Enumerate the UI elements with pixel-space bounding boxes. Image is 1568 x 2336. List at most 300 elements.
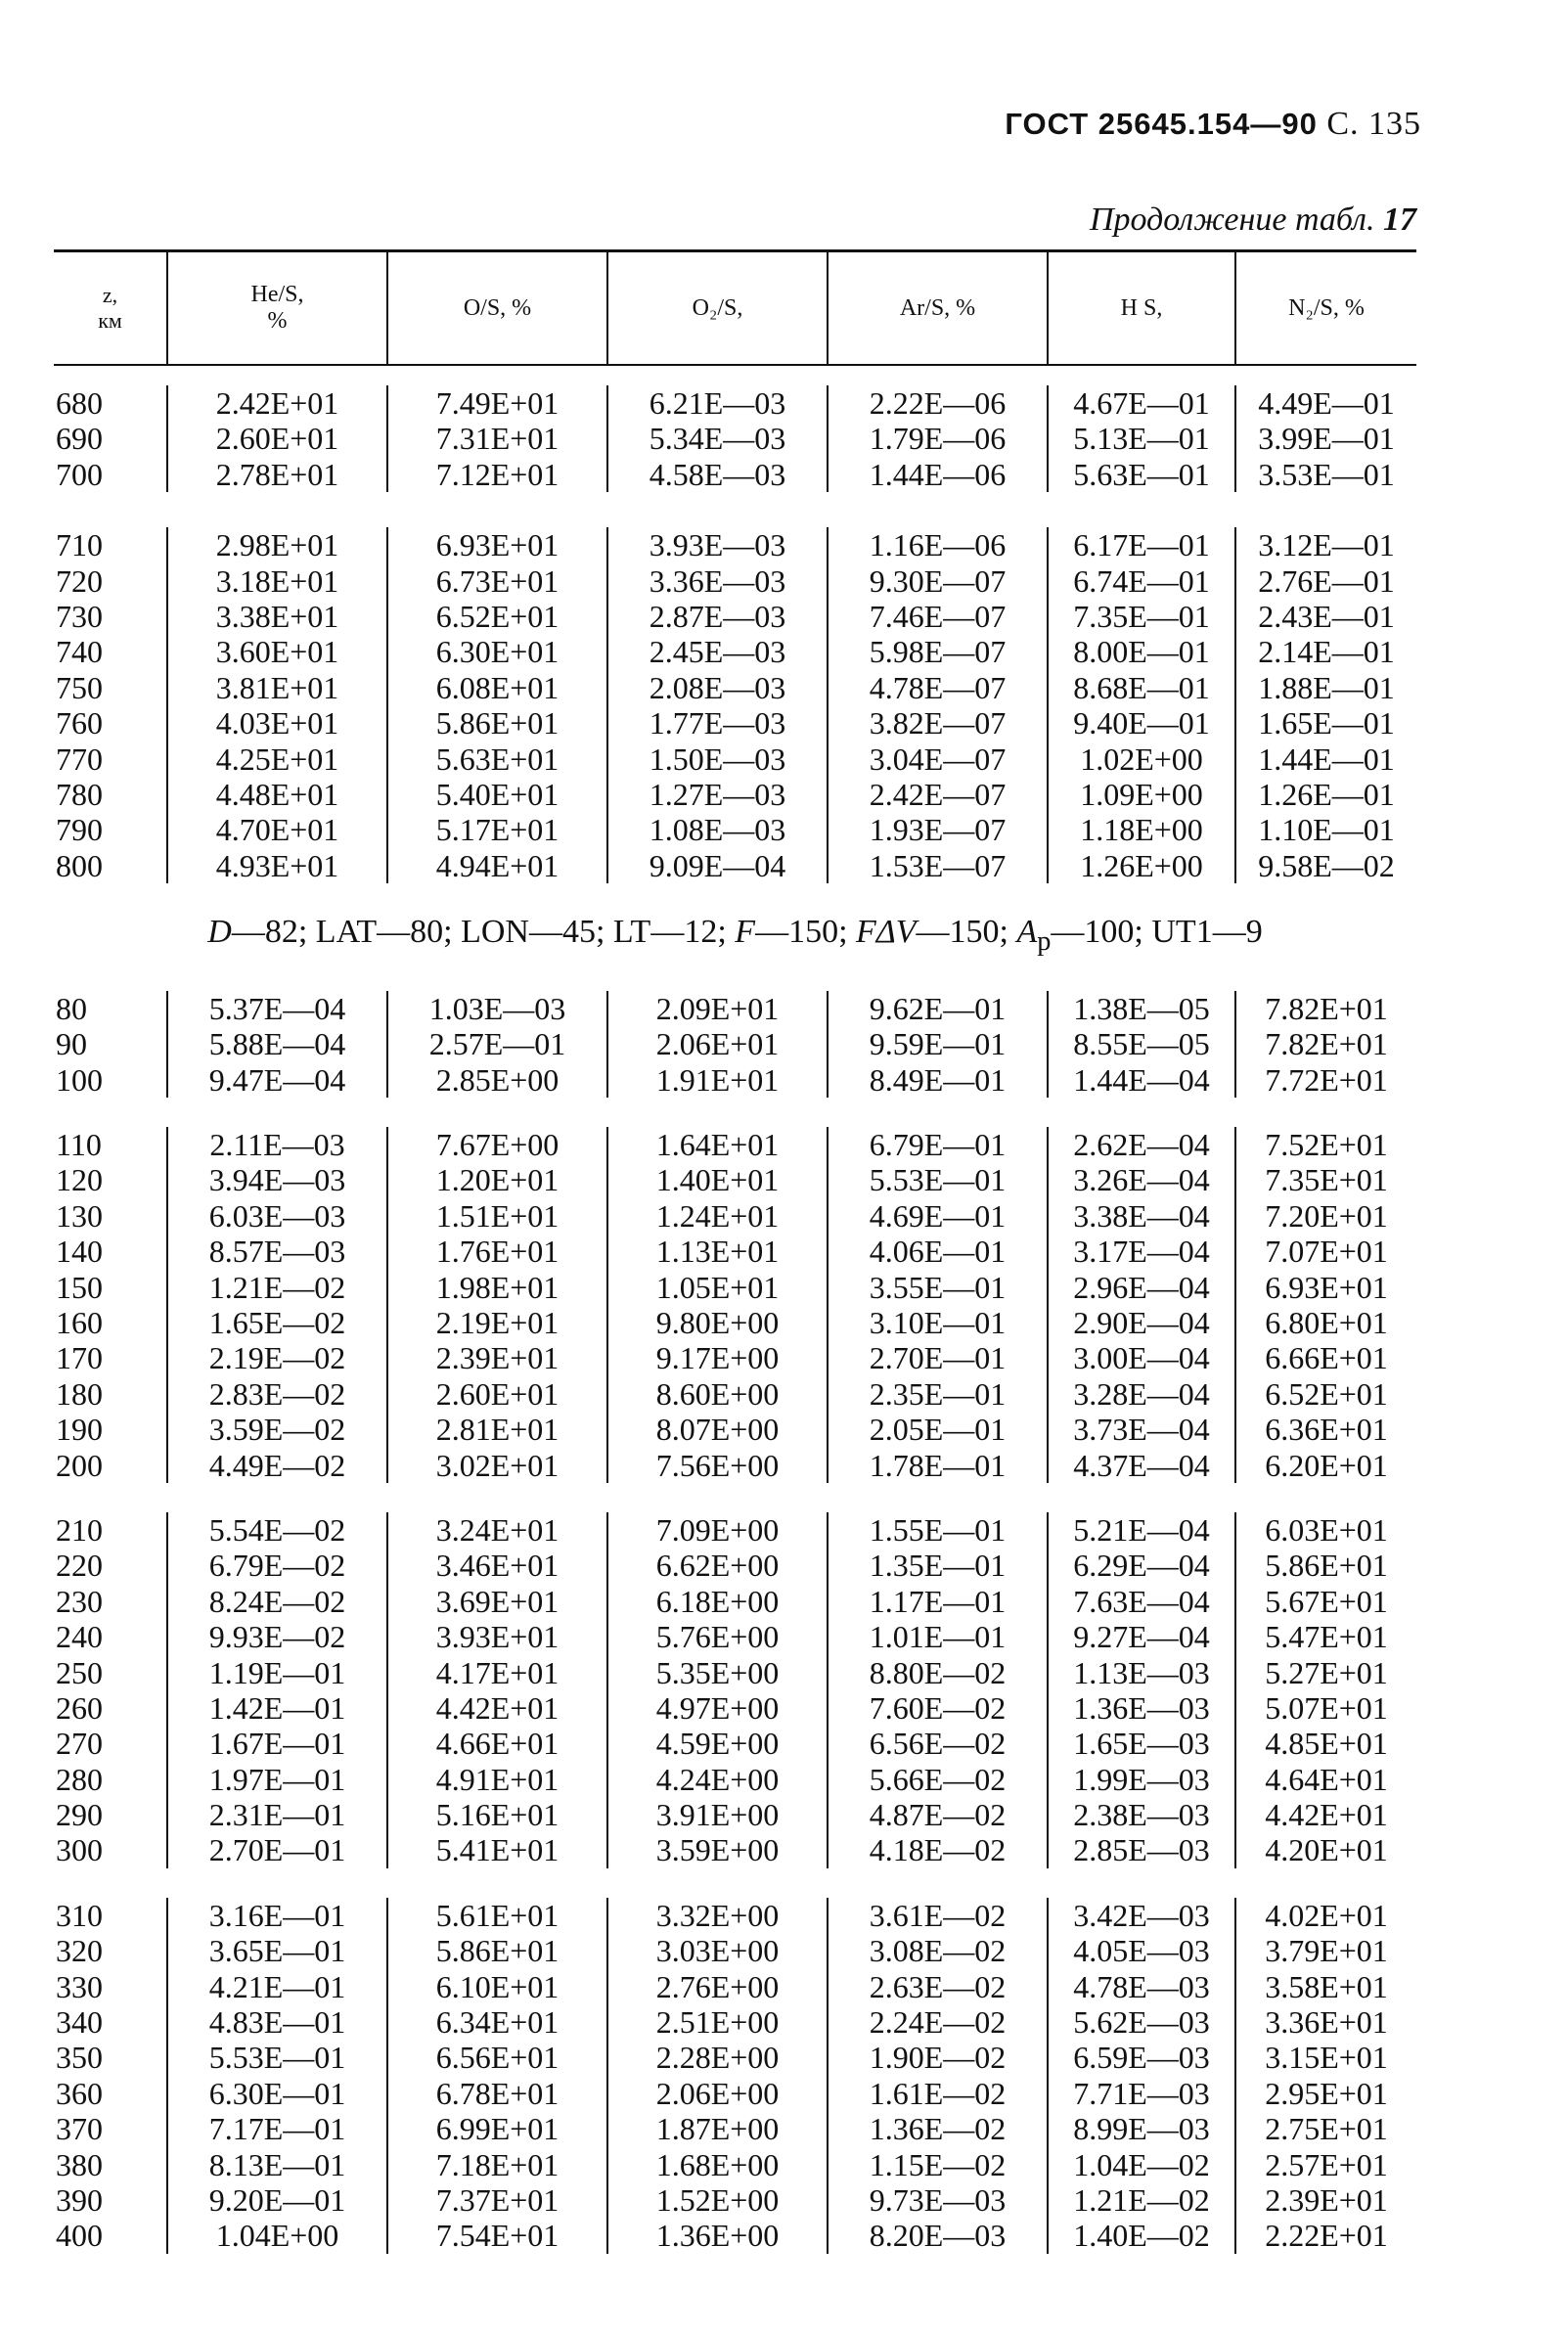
table-cell: 5.98E—07 <box>869 634 1007 670</box>
table-cell: 6.20E+01 <box>1265 1447 1388 1483</box>
column-ar-ratio <box>828 991 1048 1098</box>
table-cell: 2.24E—02 <box>869 2004 1007 2041</box>
column-n2-ratio <box>1235 385 1416 492</box>
table-cell: 3.60E+01 <box>215 634 339 670</box>
column-he-ratio <box>167 1127 387 1483</box>
table-cell: 6.52E+01 <box>435 598 560 634</box>
table-cell: 700 <box>56 456 103 492</box>
table-cell: 1.40E+01 <box>655 1162 780 1198</box>
table-cell: 5.07E+01 <box>1265 1689 1388 1726</box>
table-cell: 1.40E—02 <box>1073 2218 1210 2254</box>
column-o-ratio <box>387 1127 607 1483</box>
column-header-o: O/S, % <box>387 252 607 365</box>
column-n2-ratio <box>1235 991 1416 1098</box>
table-cell: 3.38E+01 <box>215 598 339 634</box>
column-o-ratio <box>387 1512 607 1868</box>
table-cell: 240 <box>56 1619 103 1655</box>
table-cell: 1.55E—01 <box>869 1511 1007 1548</box>
table-cell: 9.30E—07 <box>869 562 1007 599</box>
table-cell: 9.40E—01 <box>1073 705 1210 741</box>
table-cell: 3.02E+01 <box>435 1447 560 1483</box>
page-number: С. 135 <box>1326 106 1421 142</box>
table-cell: 2.19E—02 <box>208 1340 346 1376</box>
table-cell: 8.60E+00 <box>655 1375 780 1412</box>
column-h-ratio <box>1048 1127 1235 1483</box>
column-header-he: He/S, % <box>167 252 387 365</box>
table-cell: 400 <box>56 2218 103 2254</box>
table-cell: 1.13E+01 <box>655 1234 780 1270</box>
table-cell: 4.97E+00 <box>655 1689 780 1726</box>
table-cell: 3.10E—01 <box>869 1305 1007 1340</box>
table-cell: 1.98E+01 <box>435 1269 560 1305</box>
table-cell: 220 <box>56 1548 103 1584</box>
table-cell: 5.86E+01 <box>435 705 560 741</box>
table-cell: 3.16E—01 <box>208 1897 346 1933</box>
table-cell: 5.63E—01 <box>1073 456 1210 492</box>
column-h-ratio <box>1048 1512 1235 1868</box>
table-cell: 2.39E+01 <box>1265 2181 1388 2218</box>
table-cell: 2.19E+01 <box>435 1305 560 1340</box>
table-cell: 2.81E+01 <box>435 1412 560 1448</box>
table-cell: 6.29E—04 <box>1073 1548 1210 1584</box>
table-cell: 1.64E+01 <box>655 1127 780 1163</box>
table-cell: 5.41E+01 <box>435 1832 560 1868</box>
table-cell: 9.27E—04 <box>1073 1619 1210 1655</box>
table-cell: 1.90E—02 <box>869 2040 1007 2076</box>
table-cell: 1.77E—03 <box>649 705 786 741</box>
table-cell: 5.67E+01 <box>1265 1583 1388 1619</box>
table-cell: 9.47E—04 <box>208 1061 346 1098</box>
header-row <box>54 252 1416 365</box>
table-cell: 4.25E+01 <box>215 741 339 777</box>
table-cell: 1.79E—06 <box>869 421 1007 457</box>
table-cell: 6.79E—02 <box>208 1548 346 1584</box>
table-cell: 270 <box>56 1726 103 1762</box>
table-cell: 5.86E+01 <box>435 1933 560 1969</box>
table-cell: 120 <box>56 1162 103 1198</box>
table-cell: 7.63E—04 <box>1073 1583 1210 1619</box>
table-continuation-caption <box>1090 202 1416 239</box>
table-cell: 4.78E—03 <box>1073 1968 1210 2004</box>
table-cell: 7.54E+01 <box>435 2218 560 2254</box>
standard-number: ГОСТ 25645.154—90 <box>1005 107 1318 141</box>
table-cell: 2.06E+01 <box>655 1026 780 1062</box>
table-cell: 320 <box>56 1933 103 1969</box>
table-cell: 680 <box>56 385 103 421</box>
table-cell: 230 <box>56 1583 103 1619</box>
table-cell: 2.70E—01 <box>208 1832 346 1868</box>
column-n2-ratio <box>1235 1512 1416 1868</box>
table-cell: 3.03E+00 <box>655 1933 780 1969</box>
column-o2-ratio <box>607 991 828 1098</box>
table-cell: 6.18E+00 <box>655 1583 780 1619</box>
table-section-2 <box>54 991 1416 2254</box>
column-altitude <box>54 385 167 492</box>
table-cell: 150 <box>56 1269 103 1305</box>
table-cell: 6.80E+01 <box>1265 1305 1388 1340</box>
table-cell: 710 <box>56 527 103 563</box>
table-cell: 6.03E—03 <box>208 1197 346 1234</box>
table-cell: 2.14E—01 <box>1258 634 1395 670</box>
table-cell: 9.80E+00 <box>655 1305 780 1340</box>
table-cell: 1.26E—01 <box>1258 776 1395 812</box>
table-cell: 2.76E+00 <box>655 1968 780 2004</box>
table-cell: 3.42E—03 <box>1073 1897 1210 1933</box>
table-cell: 390 <box>56 2181 103 2218</box>
table-cell: 5.37E—04 <box>208 990 346 1026</box>
table-cell: 6.78E+01 <box>435 2075 560 2111</box>
continuation-prefix: Продолжение табл. <box>1089 202 1375 238</box>
table-cell: 5.66E—02 <box>869 1761 1007 1797</box>
table-cell: 8.55E—05 <box>1073 1026 1210 1062</box>
table-cell: 5.16E+01 <box>435 1797 560 1833</box>
column-header-h: H S, <box>1048 252 1235 365</box>
table-cell: 5.47E+01 <box>1265 1619 1388 1655</box>
table-cell: 4.37E—04 <box>1073 1447 1210 1483</box>
table-cell: 8.68E—01 <box>1073 669 1210 705</box>
table-cell: 2.78E+01 <box>215 456 339 492</box>
table-cell: 3.59E—02 <box>208 1412 346 1448</box>
column-he-ratio <box>167 385 387 492</box>
column-o-ratio <box>387 991 607 1098</box>
column-he-ratio <box>167 1512 387 1868</box>
table-cell: 3.58E+01 <box>1265 1968 1388 2004</box>
table-cell: 1.93E—07 <box>869 812 1007 848</box>
table-cell: 6.08E+01 <box>435 669 560 705</box>
table-cell: 8.57E—03 <box>208 1234 346 1270</box>
table-cell: 2.60E+01 <box>215 421 339 457</box>
table-cell: 1.09E+00 <box>1080 776 1203 812</box>
table-cell: 6.74E—01 <box>1073 562 1210 599</box>
table-cell: 80 <box>56 990 87 1026</box>
table-cell: 4.06E—01 <box>869 1234 1007 1270</box>
table-cell: 2.31E—01 <box>208 1797 346 1833</box>
table-cell: 3.94E—03 <box>208 1162 346 1198</box>
table-section-1 <box>54 365 1416 883</box>
table-cell: 5.76E+00 <box>655 1619 780 1655</box>
table-cell: 2.28E+00 <box>655 2040 780 2076</box>
table-cell: 7.52E+01 <box>1265 1127 1388 1163</box>
conditions-section <box>54 883 1416 991</box>
table-cell: 3.00E—04 <box>1073 1340 1210 1376</box>
table-cell: 310 <box>56 1897 103 1933</box>
table-cell: 140 <box>56 1234 103 1270</box>
table-cell: 6.21E—03 <box>649 385 786 421</box>
table-cell: 1.68E+00 <box>655 2146 780 2182</box>
data-table-container <box>54 249 1416 2254</box>
table-cell: 4.87E—02 <box>869 1797 1007 1833</box>
table-cell: 1.36E—02 <box>869 2111 1007 2147</box>
table-cell: 6.56E—02 <box>869 1726 1007 1762</box>
column-he-ratio <box>167 527 387 883</box>
table-cell: 1.97E—01 <box>208 1761 346 1797</box>
table-cell: 4.48E+01 <box>215 776 339 812</box>
table-cell: 2.06E+00 <box>655 2075 780 2111</box>
table-cell: 760 <box>56 705 103 741</box>
column-h-ratio <box>1048 527 1235 883</box>
table-cell: 3.69E+01 <box>435 1583 560 1619</box>
table-cell: 1.13E—03 <box>1073 1654 1210 1690</box>
table-cell: 8.13E—01 <box>208 2146 346 2182</box>
table-cell: 6.93E+01 <box>1265 1269 1388 1305</box>
table-cell: 4.49E—02 <box>208 1447 346 1483</box>
column-n2-ratio <box>1235 1898 1416 2254</box>
table-cell: 4.66E+01 <box>435 1726 560 1762</box>
table-cell: 6.62E+00 <box>655 1548 780 1584</box>
table-cell: 6.30E—01 <box>208 2075 346 2111</box>
table-cell: 1.05E+01 <box>655 1269 780 1305</box>
column-altitude <box>54 991 167 1098</box>
column-ar-ratio <box>828 385 1048 492</box>
table-cell: 8.00E—01 <box>1073 634 1210 670</box>
table-cell: 3.36E—03 <box>649 562 786 599</box>
table-cell: 3.73E—04 <box>1073 1412 1210 1448</box>
table-cell: 1.44E—06 <box>869 456 1007 492</box>
table-cell: 360 <box>56 2075 103 2111</box>
table-cell: 8.20E—03 <box>869 2218 1007 2254</box>
table-cell: 250 <box>56 1654 103 1690</box>
table-cell: 1.87E+00 <box>655 2111 780 2147</box>
table-cell: 4.42E+01 <box>1265 1797 1388 1833</box>
table-cell: 2.42E—07 <box>869 776 1007 812</box>
table-cell: 3.38E—04 <box>1073 1197 1210 1234</box>
table-cell: 2.57E—01 <box>428 1026 566 1062</box>
table-cell: 3.79E+01 <box>1265 1933 1388 1969</box>
table-cell: 9.93E—02 <box>208 1619 346 1655</box>
table-cell: 4.17E+01 <box>435 1654 560 1690</box>
column-o2-ratio <box>607 1127 828 1483</box>
table-cell: 7.56E+00 <box>655 1447 780 1483</box>
table-cell: 6.03E+01 <box>1265 1511 1388 1548</box>
table-cell: 300 <box>56 1832 103 1868</box>
table-cell: 380 <box>56 2146 103 2182</box>
table-cell: 5.53E—01 <box>208 2040 346 2076</box>
table-cell: 190 <box>56 1412 103 1448</box>
table-cell: 3.55E—01 <box>869 1269 1007 1305</box>
table-cell: 1.36E—03 <box>1073 1689 1210 1726</box>
table-cell: 1.19E—01 <box>208 1654 346 1690</box>
table-cell: 2.51E+00 <box>655 2004 780 2041</box>
column-h-ratio <box>1048 991 1235 1098</box>
table-cell: 790 <box>56 812 103 848</box>
table-cell: 1.01E—01 <box>869 1619 1007 1655</box>
column-o2-ratio <box>607 1898 828 2254</box>
table-cell: 7.67E+00 <box>435 1127 560 1163</box>
table-cell: 9.73E—03 <box>869 2181 1007 2218</box>
table-cell: 1.21E—02 <box>208 1269 346 1305</box>
data-block <box>54 991 1416 1098</box>
table-cell: 2.45E—03 <box>649 634 786 670</box>
table-cell: 2.39E+01 <box>435 1340 560 1376</box>
table-cell: 1.53E—07 <box>869 847 1007 883</box>
table-cell: 7.82E+01 <box>1265 990 1388 1026</box>
table-cell: 2.05E—01 <box>869 1412 1007 1448</box>
table-cell: 90 <box>56 1026 87 1062</box>
table-cell: 3.61E—02 <box>869 1897 1007 1933</box>
table-cell: 280 <box>56 1761 103 1797</box>
data-block <box>54 385 1416 492</box>
table-cell: 6.36E+01 <box>1265 1412 1388 1448</box>
table-cell: 2.09E+01 <box>655 990 780 1026</box>
table-cell: 3.53E—01 <box>1258 456 1395 492</box>
table-cell: 130 <box>56 1197 103 1234</box>
table-cell: 3.12E—01 <box>1258 527 1395 563</box>
table-cell: 7.09E+00 <box>655 1511 780 1548</box>
table-cell: 4.02E+01 <box>1265 1897 1388 1933</box>
table-cell: 3.08E—02 <box>869 1933 1007 1969</box>
table-cell: 720 <box>56 562 103 599</box>
table-cell: 5.27E+01 <box>1265 1654 1388 1690</box>
table-cell: 1.76E+01 <box>435 1234 560 1270</box>
table-cell: 350 <box>56 2040 103 2076</box>
column-altitude <box>54 1898 167 2254</box>
table-cell: 6.10E+01 <box>435 1968 560 2004</box>
table-cell: 3.04E—07 <box>869 741 1007 777</box>
table-cell: 5.13E—01 <box>1073 421 1210 457</box>
table-cell: 6.56E+01 <box>435 2040 560 2076</box>
column-header-ar: Ar/S, % <box>828 252 1048 365</box>
table-cell: 5.61E+01 <box>435 1897 560 1933</box>
table-cell: 6.66E+01 <box>1265 1340 1388 1376</box>
table-cell: 7.71E—03 <box>1073 2075 1210 2111</box>
table-cell: 1.20E+01 <box>435 1162 560 1198</box>
table-cell: 1.65E—03 <box>1073 1726 1210 1762</box>
table-cell: 730 <box>56 598 103 634</box>
table-cell: 7.46E—07 <box>869 598 1007 634</box>
table-cell: 2.76E—01 <box>1258 562 1395 599</box>
table-cell: 1.21E—02 <box>1073 2181 1210 2218</box>
table-cell: 1.27E—03 <box>649 776 786 812</box>
table-cell: 1.78E—01 <box>869 1447 1007 1483</box>
table-cell: 3.26E—04 <box>1073 1162 1210 1198</box>
table-cell: 1.38E—05 <box>1073 990 1210 1026</box>
table-cell: 6.93E+01 <box>435 527 560 563</box>
column-altitude <box>54 1512 167 1868</box>
column-ar-ratio <box>828 1512 1048 1868</box>
table-cell: 7.72E+01 <box>1265 1061 1388 1098</box>
table-cell: 2.63E—02 <box>869 1968 1007 2004</box>
table-cell: 1.08E—03 <box>649 812 786 848</box>
table-cell: 7.49E+01 <box>435 385 560 421</box>
table-cell: 3.81E+01 <box>215 669 339 705</box>
table-cell: 9.20E—01 <box>208 2181 346 2218</box>
table-cell: 2.96E—04 <box>1073 1269 1210 1305</box>
table-cell: 260 <box>56 1689 103 1726</box>
table-cell: 5.63E+01 <box>435 741 560 777</box>
table-cell: 4.64E+01 <box>1265 1761 1388 1797</box>
table-cell: 8.07E+00 <box>655 1412 780 1448</box>
column-he-ratio <box>167 991 387 1098</box>
table-cell: 1.61E—02 <box>869 2075 1007 2111</box>
table-cell: 6.59E—03 <box>1073 2040 1210 2076</box>
table-cell: 7.31E+01 <box>435 421 560 457</box>
column-altitude <box>54 527 167 883</box>
table-cell: 6.34E+01 <box>435 2004 560 2041</box>
table-cell: 6.73E+01 <box>435 562 560 599</box>
column-o2-ratio <box>607 385 828 492</box>
table-cell: 2.62E—04 <box>1073 1127 1210 1163</box>
table-cell: 2.11E—03 <box>209 1127 345 1163</box>
table-cell: 5.21E—04 <box>1073 1511 1210 1548</box>
table-cell: 5.54E—02 <box>208 1511 346 1548</box>
data-block <box>54 1512 1416 1868</box>
column-ar-ratio <box>828 527 1048 883</box>
table-cell: 180 <box>56 1375 103 1412</box>
table-cell: 4.83E—01 <box>208 2004 346 2041</box>
table-cell: 1.10E—01 <box>1258 812 1395 848</box>
data-table <box>54 252 1416 2254</box>
table-cell: 7.18E+01 <box>435 2146 560 2182</box>
data-block <box>54 1127 1416 1483</box>
table-cell: 8.80E—02 <box>869 1654 1007 1690</box>
table-cell: 6.30E+01 <box>435 634 560 670</box>
table-cell: 1.15E—02 <box>869 2146 1007 2182</box>
table-cell: 4.67E—01 <box>1073 385 1210 421</box>
table-cell: 5.34E—03 <box>649 421 786 457</box>
table-cell: 2.08E—03 <box>649 669 786 705</box>
table-cell: 2.83E—02 <box>208 1375 346 1412</box>
table-cell: 2.43E—01 <box>1258 598 1395 634</box>
table-cell: 7.37E+01 <box>435 2181 560 2218</box>
column-o-ratio <box>387 527 607 883</box>
table-cell: 1.51E+01 <box>435 1197 560 1234</box>
table-cell: 3.24E+01 <box>435 1511 560 1548</box>
table-cell: 1.52E+00 <box>655 2181 780 2218</box>
table-cell: 2.90E—04 <box>1073 1305 1210 1340</box>
table-cell: 2.87E—03 <box>649 598 786 634</box>
table-cell: 1.99E—03 <box>1073 1761 1210 1797</box>
table-cell: 7.20E+01 <box>1265 1197 1388 1234</box>
table-cell: 750 <box>56 669 103 705</box>
table-cell: 6.79E—01 <box>869 1127 1007 1163</box>
table-cell: 4.69E—01 <box>869 1197 1007 1234</box>
table-cell: 6.17E—01 <box>1073 527 1210 563</box>
column-o2-ratio <box>607 1512 828 1868</box>
table-cell: 3.28E—04 <box>1073 1375 1210 1412</box>
data-block <box>54 1898 1416 2254</box>
column-ar-ratio <box>828 1127 1048 1483</box>
table-cell: 8.99E—03 <box>1073 2111 1210 2147</box>
table-cell: 4.03E+01 <box>215 705 339 741</box>
table-cell: 5.86E+01 <box>1265 1548 1388 1584</box>
column-altitude <box>54 1127 167 1483</box>
table-cell: 3.59E+00 <box>655 1832 780 1868</box>
column-o-ratio <box>387 1898 607 2254</box>
table-cell: 1.26E+00 <box>1080 847 1203 883</box>
table-cell: 1.04E—02 <box>1073 2146 1210 2182</box>
table-cell: 2.35E—01 <box>869 1375 1007 1412</box>
table-cell: 1.04E+00 <box>215 2218 339 2254</box>
table-cell: 3.32E+00 <box>655 1897 780 1933</box>
column-header-o2: O₂/S, <box>607 252 828 365</box>
table-cell: 5.17E+01 <box>435 812 560 848</box>
table-cell: 3.46E+01 <box>435 1548 560 1584</box>
table-cell: 2.57E+01 <box>1265 2146 1388 2182</box>
table-cell: 210 <box>56 1511 103 1548</box>
table-cell: 1.35E—01 <box>869 1548 1007 1584</box>
table-cell: 3.18E+01 <box>215 562 339 599</box>
table-cell: 5.35E+00 <box>655 1654 780 1690</box>
table-cell: 2.75E+01 <box>1265 2111 1388 2147</box>
table-cell: 4.91E+01 <box>435 1761 560 1797</box>
table-cell: 2.22E+01 <box>1265 2218 1388 2254</box>
table-cell: 1.42E—01 <box>208 1689 346 1726</box>
table-cell: 4.05E—03 <box>1073 1933 1210 1969</box>
conditions-line: D—82; LAT—80; LON—45; LT—12; F—150; FΔV—150; $A_p—100$; UT1—9 <box>207 914 1263 957</box>
table-cell: 4.20E+01 <box>1265 1832 1388 1868</box>
table-cell: 780 <box>56 776 103 812</box>
column-header-n2: N₂/S, % <box>1235 252 1416 365</box>
